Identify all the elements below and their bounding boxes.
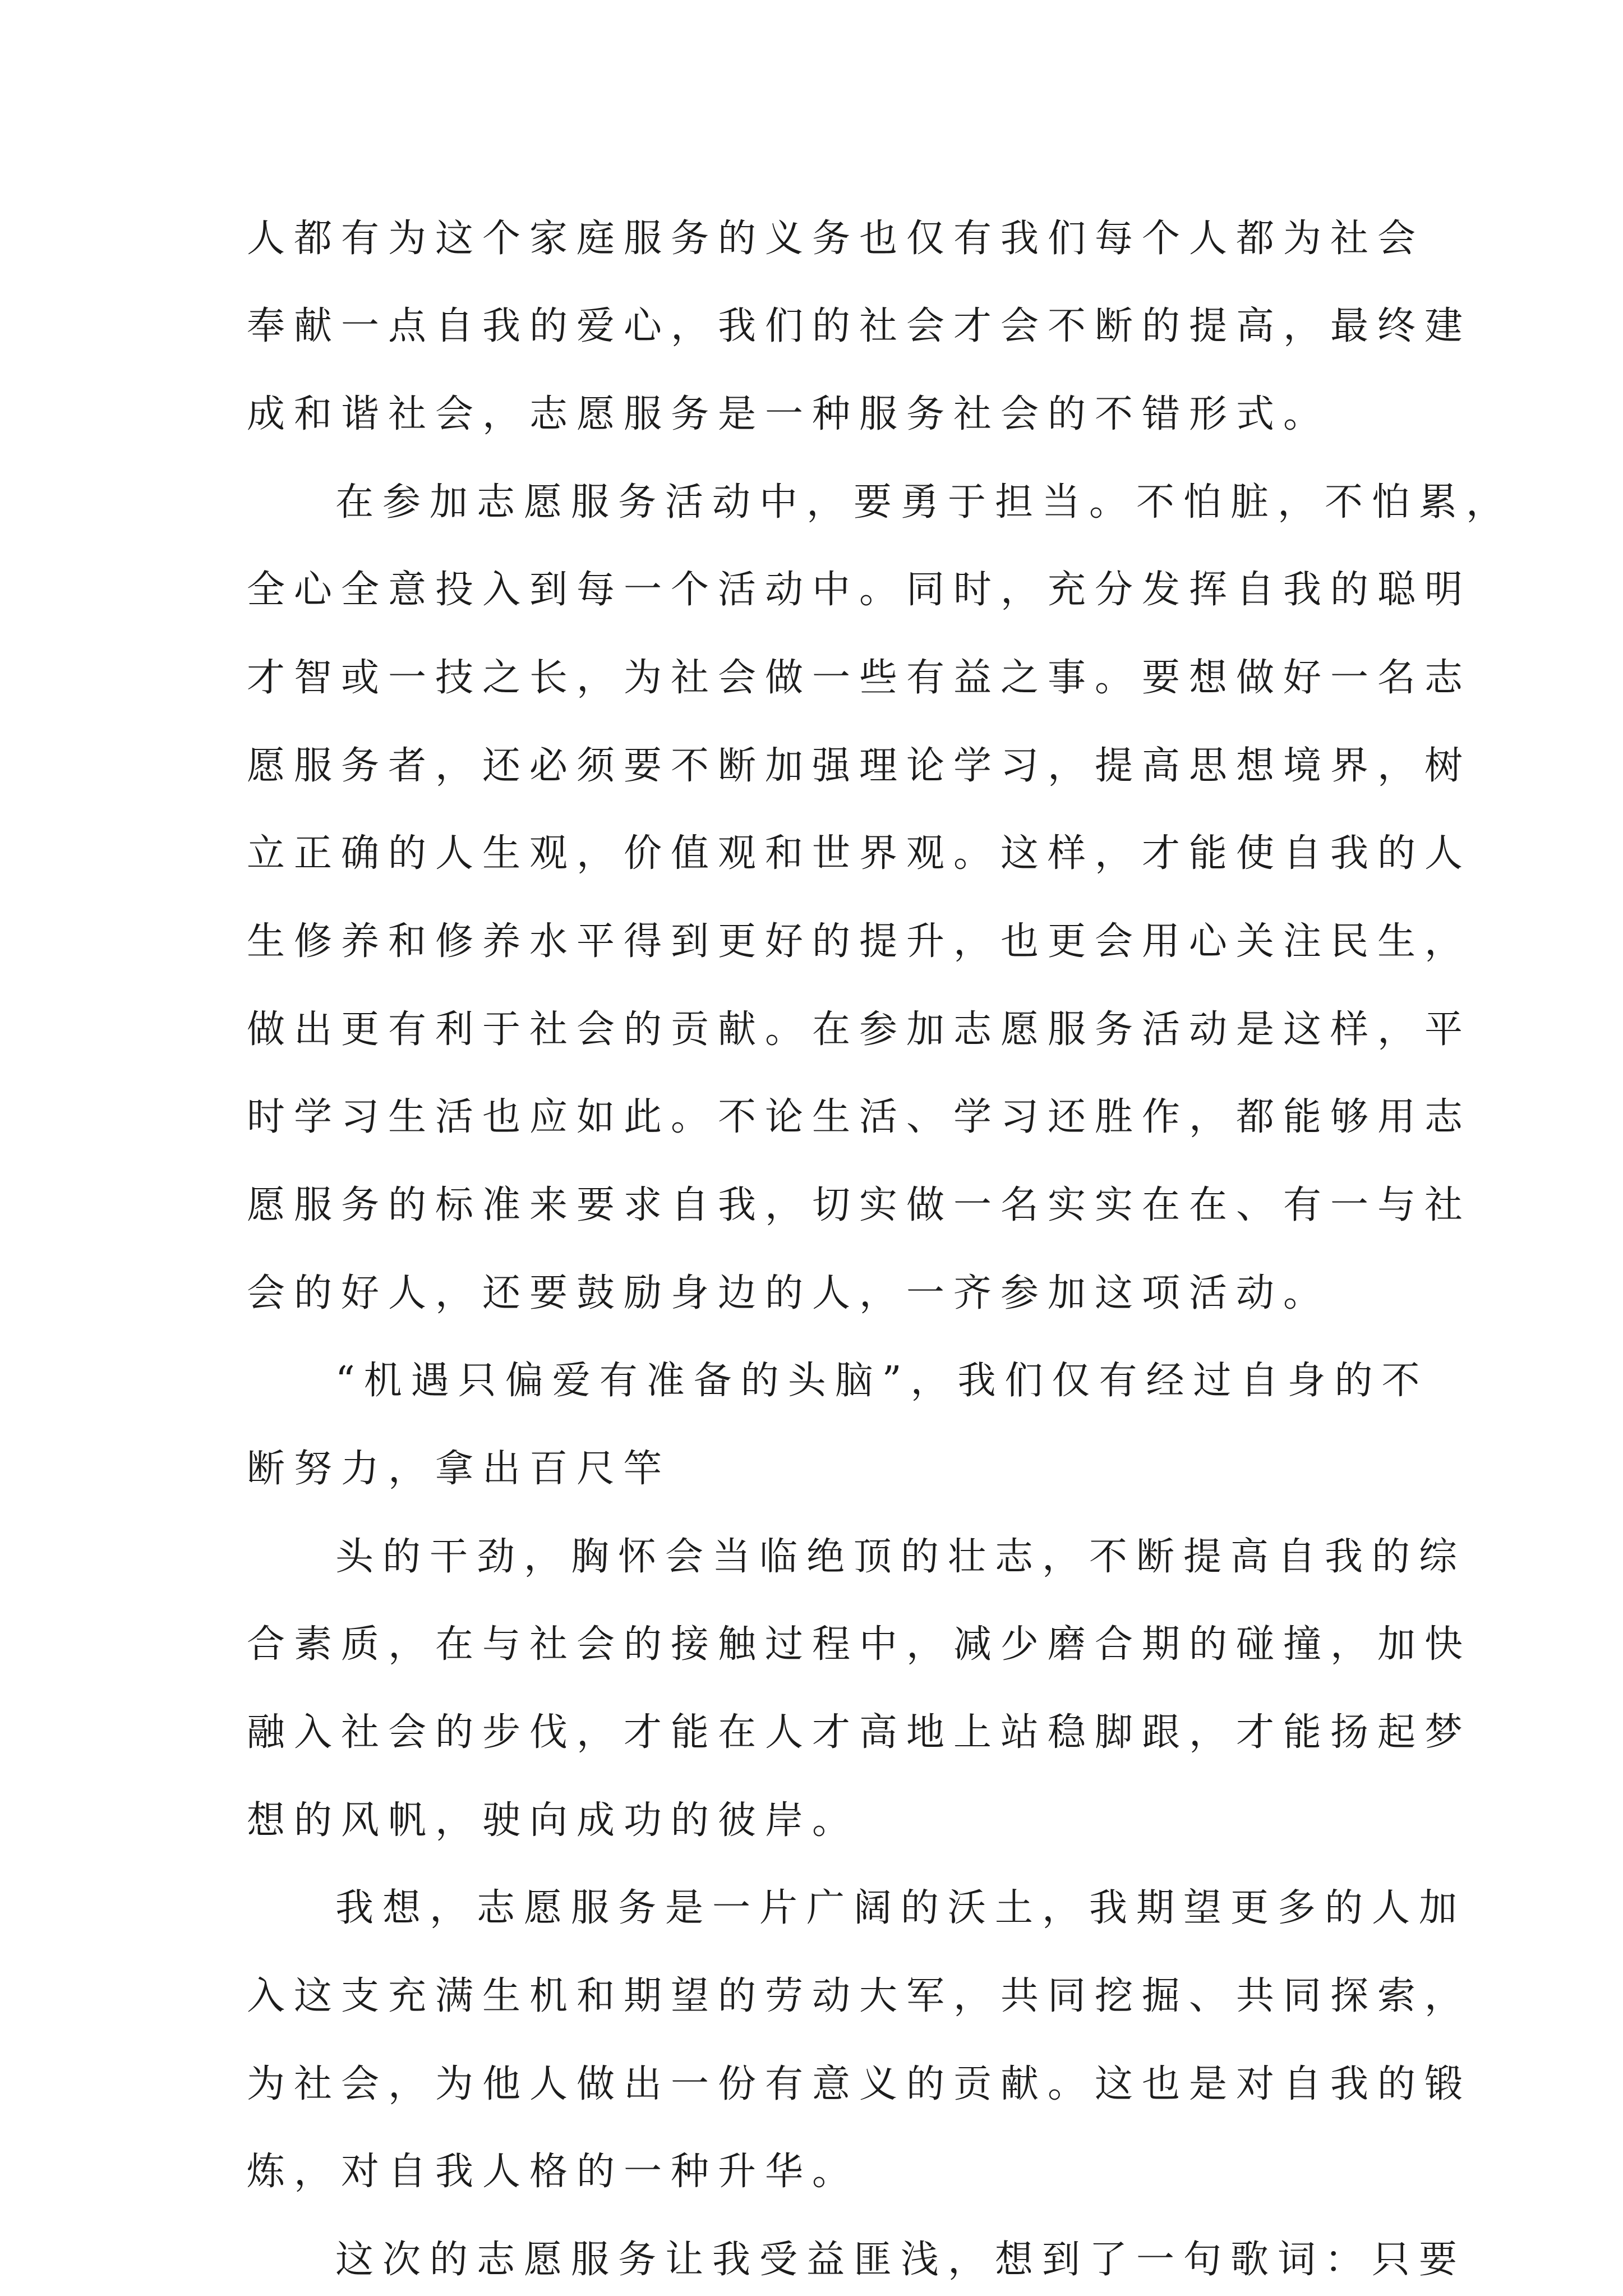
text-line-8: 立正确的人生观，价值观和世界观。这样，才能使自我的人: [247, 831, 1472, 876]
paragraph-start-line: “机遇只偏爱有准备的头脑”，我们仅有经过自身的不: [335, 1359, 1429, 1403]
text-line-19: 想的风帆，驶向成功的彼岸。: [247, 1798, 860, 1843]
text-line-22: 为社会，为他人做出一份有意义的贡献。这也是对自我的锻: [247, 2062, 1472, 2106]
text-line-5: 全心全意投入到每一个活动中。同时，充分发挥自我的聪明: [247, 568, 1472, 612]
text-line-17: 合素质，在与社会的接触过程中，减少磨合期的碰撞，加快: [247, 1622, 1472, 1667]
paragraph-start-line: 在参加志愿服务活动中，要勇于担当。不怕脏，不怕累，: [335, 480, 1514, 524]
paragraph-start-line: 头的干劲，胸怀会当临绝顶的壮志，不断提高自我的综: [335, 1535, 1467, 1579]
text-line-11: 时学习生活也应如此。不论生活、学习还胜作，都能够用志: [247, 1095, 1472, 1139]
text-line-1: 人都有为这个家庭服务的义务也仅有我们每个人都为社会: [247, 217, 1425, 261]
text-line-3: 成和谐社会，志愿服务是一种服务社会的不错形式。: [247, 392, 1331, 436]
paragraph-start-line: 这次的志愿服务让我受益匪浅，想到了一句歌词：只要: [335, 2238, 1467, 2282]
text-line-6: 才智或一技之长，为社会做一些有益之事。要想做好一名志: [247, 656, 1472, 700]
paragraph-start-line: 我想，志愿服务是一片广阔的沃土，我期望更多的人加: [335, 1886, 1467, 1930]
text-line-21: 入这支充满生机和期望的劳动大军，共同挖掘、共同探索，: [247, 1974, 1472, 2018]
text-line-10: 做出更有利于社会的贡献。在参加志愿服务活动是这样，平: [247, 1007, 1472, 1052]
text-line-15: 断努力，拿出百尺竿: [247, 1447, 671, 1491]
text-line-23: 炼，对自我人格的一种升华。: [247, 2150, 860, 2194]
text-line-2: 奉献一点自我的爱心，我们的社会才会不断的提高，最终建: [247, 304, 1472, 348]
text-line-9: 生修养和修养水平得到更好的提升，也更会用心关注民生，: [247, 919, 1472, 964]
text-line-7: 愿服务者，还必须要不断加强理论学习，提高思想境界，树: [247, 744, 1472, 788]
text-line-13: 会的好人，还要鼓励身边的人，一齐参加这项活动。: [247, 1271, 1331, 1315]
text-line-18: 融入社会的步伐，才能在人才高地上站稳脚跟，才能扬起梦: [247, 1710, 1472, 1755]
text-line-12: 愿服务的标准来要求自我，切实做一名实实在在、有一与社: [247, 1183, 1472, 1227]
